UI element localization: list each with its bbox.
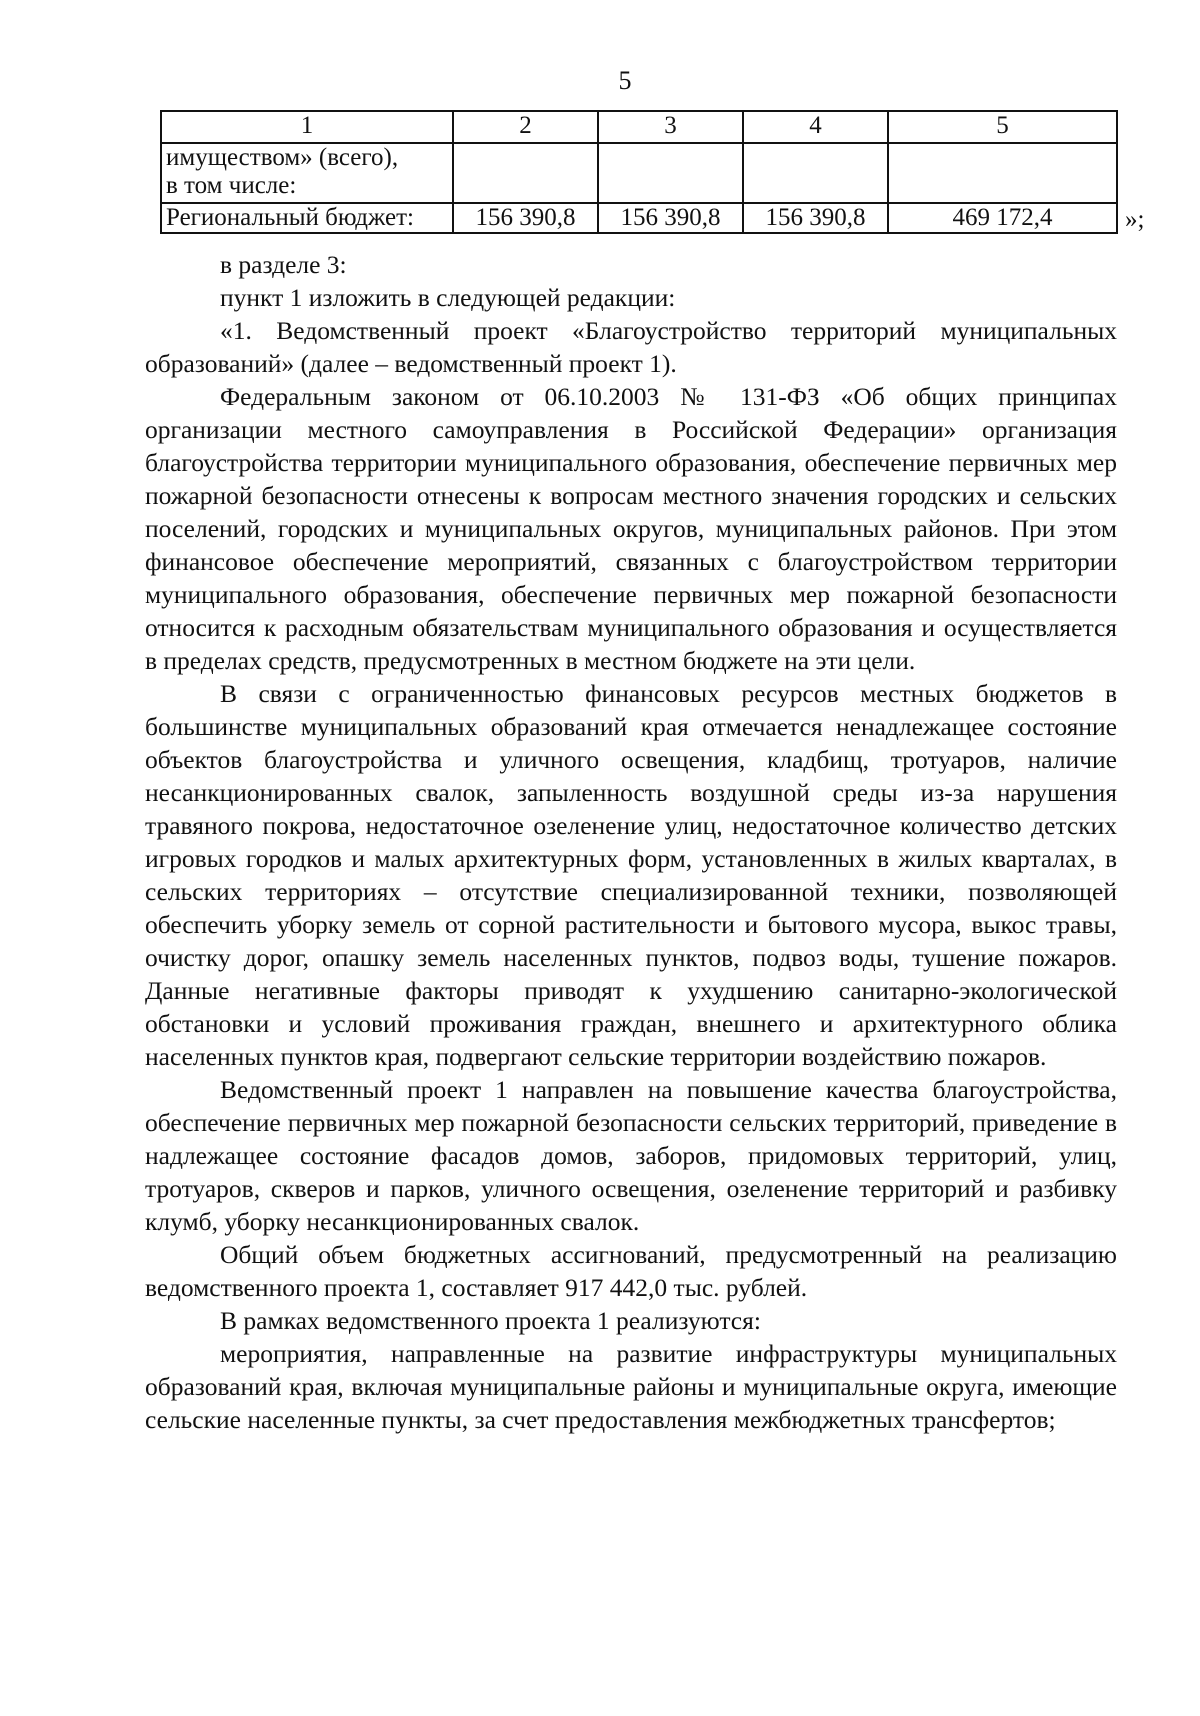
- table-cell: [598, 143, 743, 203]
- table-header-row: [161, 111, 1117, 143]
- paragraph: Федеральным законом от 06.10.2003 № 131-ФЗ «Об общих принципах организации местного самоуправления в Российской Федерации» организация благоустройства территории муниципального образования, обеспечение первичных мер пожарной безопасности отнесены к вопросам местного значения городских и сельских поселений, городских и муниципальных округов, муниципальных районов. При этом финансовое обеспечение мероприятий, связанных с благоустройством территории муниципального образования, обеспечение первичных мер пожарной безопасности относится к расходным обязательствам муниципального образования и осуществляется в пределах средств, предусмотренных в местном бюджете на эти цели.: [145, 382, 1117, 675]
- table-header-cell: 2: [453, 111, 598, 143]
- table-header-cell: 4: [743, 111, 888, 143]
- page-number: 5: [618, 66, 632, 95]
- table-cell: [888, 143, 1117, 203]
- table-cell: 469 172,4: [888, 203, 1117, 233]
- table-header-cell: 1: [161, 111, 453, 143]
- paragraph: «1. Ведомственный проект «Благоустройство территорий муниципальных образований» (далее – ведомственный проект 1).: [145, 316, 1117, 378]
- table-cell: 156 390,8: [453, 203, 598, 233]
- paragraph: Ведомственный проект 1 направлен на повышение качества благоустройства, обеспечение первичных мер пожарной безопасности сельских территорий, приведение в надлежащее состояние фасадов домов, заборов, придомовых территорий, улиц, тротуаров, скверов и парков, уличного освещения, озеленение территорий и разбивку клумб, уборку несанкционированных свалок.: [145, 1075, 1117, 1236]
- table-row: [161, 203, 1117, 233]
- paragraph: мероприятия, направленные на развитие инфраструктуры муниципальных образований края, включая муниципальные районы и муниципальные округа, имеющие сельские населенные пункты, за счет предоставления межбюджетных трансфертов;: [145, 1339, 1117, 1434]
- table-header-cell: 5: [888, 111, 1117, 143]
- table-row: [161, 143, 1117, 203]
- table-closing-mark: »;: [1125, 206, 1145, 233]
- budget-table: [160, 110, 1118, 234]
- paragraph: В связи с ограниченностью финансовых ресурсов местных бюджетов в большинстве муниципальных образований края отмечается ненадлежащее состояние объектов благоустройства и уличного освещения, кладбищ, тротуаров, наличие несанкционированных свалок, запыленность воздушной среды из-за нарушения травяного покрова, недостаточное озеленение улиц, недостаточное количество детских игровых городков и малых архитектурных форм, установленных в жилых кварталах, в сельских территориях – отсутствие специализированной техники, позволяющей обеспечить уборку земель от сорной растительности и бытового мусора, выкос травы, очистку дорог, опашку земель населенных пунктов, подвоз воды, тушение пожаров. Данные негативные факторы приводят к ухудшению санитарно-экологической обстановки и условий проживания граждан, внешнего и архитектурного облика населенных пунктов края, подвергают сельские территории воздействию пожаров.: [145, 679, 1117, 1071]
- table-cell: [453, 143, 598, 203]
- table-cell: 156 390,8: [598, 203, 743, 233]
- table-cell: [743, 143, 888, 203]
- paragraph: В рамках ведомственного проекта 1 реализуются:: [220, 1306, 761, 1335]
- table-cell: имуществом» (всего), в том числе:: [161, 143, 453, 203]
- table-cell: 156 390,8: [743, 203, 888, 233]
- body-text: [145, 248, 1117, 1436]
- table-header-cell: 3: [598, 111, 743, 143]
- table-cell: Региональный бюджет:: [161, 203, 453, 233]
- paragraph: Общий объем бюджетных ассигнований, предусмотренный на реализацию ведомственного проекта 1, составляет 917 442,0 тыс. рублей.: [145, 1240, 1117, 1302]
- paragraph: в разделе 3:: [220, 250, 347, 279]
- paragraph: пункт 1 изложить в следующей редакции:: [220, 283, 676, 312]
